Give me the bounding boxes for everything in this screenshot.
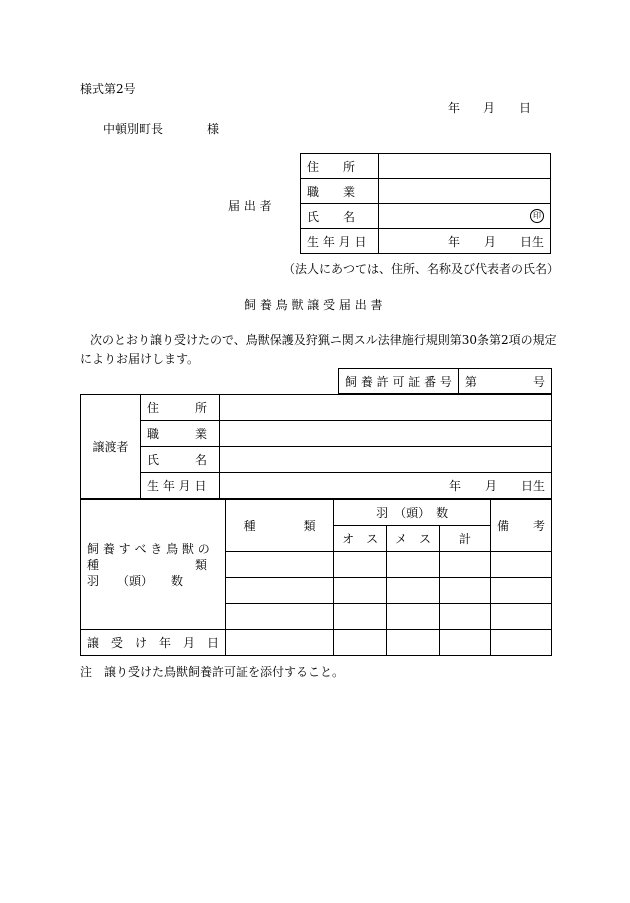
notifier-birthdate-label: 生 年 月 日	[301, 229, 379, 254]
bird-total-cell[interactable]	[439, 604, 490, 630]
transferor-name-label: 氏 名	[141, 447, 220, 473]
bird-male-cell[interactable]	[334, 604, 387, 630]
birds-row-label	[81, 500, 226, 630]
notifier-note: （法人にあつては、住所、名称及び代表者の氏名）	[283, 262, 560, 276]
notifier-table	[300, 153, 551, 254]
transferor-birthdate-label: 生 年 月 日	[141, 473, 220, 499]
col-remarks-header: 備 考	[490, 500, 551, 552]
col-male-header: オ ス	[334, 526, 387, 552]
bird-male-cell[interactable]	[334, 578, 387, 604]
notifier-row-address	[301, 154, 551, 179]
footnote: 注 譲り受けた鳥獣飼養許可証を添付すること。	[80, 665, 345, 679]
notifier-row-name	[301, 204, 551, 229]
birds-row-label-line-1: 飼 養 す べ き 鳥 獣 の	[87, 541, 210, 556]
transfer-date-empty-cell	[439, 630, 490, 656]
bird-female-cell[interactable]	[387, 604, 440, 630]
bird-type-cell[interactable]	[226, 578, 334, 604]
transferor-label: 譲渡者	[81, 395, 141, 499]
transferor-occupation-field[interactable]	[220, 421, 552, 447]
transfer-date-field[interactable]	[226, 630, 334, 656]
form-title: 飼 養 鳥 獣 譲 受 届 出 書	[244, 298, 383, 312]
transferor-address-field[interactable]	[220, 395, 552, 421]
transferor-table	[80, 394, 552, 499]
notifier-occupation-label: 職 業	[301, 179, 379, 204]
transfer-date-label: 譲 受 け 年 月 日	[81, 630, 226, 656]
permit-number-field[interactable]	[458, 369, 551, 394]
birds-row-label-line-3: 羽 （頭） 数	[87, 573, 184, 588]
notifier-birthdate-field[interactable]: 年 月 日生	[379, 229, 551, 254]
transferor-address-label: 住 所	[141, 395, 220, 421]
permit-suffix: 号	[532, 374, 545, 389]
transfer-date-empty-cell	[334, 630, 387, 656]
bird-female-cell[interactable]	[387, 578, 440, 604]
permit-prefix: 第	[464, 374, 477, 389]
col-type-header: 種 類	[226, 500, 334, 552]
transferor-name-field[interactable]	[220, 447, 552, 473]
birds-row-label-line-2: 種 類	[87, 557, 208, 572]
permit-table	[338, 368, 552, 394]
date-year: 年	[448, 101, 461, 115]
body-text-line-2: によりお届けします。	[80, 352, 200, 366]
bird-male-cell[interactable]	[334, 552, 387, 578]
bird-remarks-cell[interactable]	[490, 578, 551, 604]
transfer-date-empty-cell	[490, 630, 551, 656]
bird-total-cell[interactable]	[439, 552, 490, 578]
col-female-header: メ ス	[387, 526, 440, 552]
bird-remarks-cell[interactable]	[490, 552, 551, 578]
col-count-header: 羽 （頭） 数	[334, 500, 491, 526]
transfer-date-empty-cell	[387, 630, 440, 656]
notifier-label: 届 出 者	[228, 199, 272, 213]
bird-total-cell[interactable]	[439, 578, 490, 604]
notifier-row-occupation	[301, 179, 551, 204]
notifier-name-label: 氏 名	[301, 204, 379, 229]
permit-number-label: 飼 養 許 可 証 番 号	[339, 369, 459, 394]
birds-table	[80, 499, 552, 656]
addressee-name: 中頓別町長	[103, 122, 164, 136]
col-total-header: 計	[439, 526, 490, 552]
notifier-address-field[interactable]	[379, 154, 551, 179]
notifier-row-birthdate	[301, 229, 551, 254]
bird-type-cell[interactable]	[226, 552, 334, 578]
notifier-address-label: 住 所	[301, 154, 379, 179]
form-number: 様式第2号	[80, 82, 136, 96]
transferor-occupation-label: 職 業	[141, 421, 220, 447]
seal-icon: 印	[530, 209, 544, 223]
date-month: 月	[483, 101, 496, 115]
transferor-birthdate-field[interactable]: 年 月 日生	[220, 473, 552, 499]
bird-remarks-cell[interactable]	[490, 604, 551, 630]
notifier-name-field[interactable]	[379, 204, 551, 229]
bird-female-cell[interactable]	[387, 552, 440, 578]
date-day: 日	[519, 101, 532, 115]
bird-type-cell[interactable]	[226, 604, 334, 630]
notifier-occupation-field[interactable]	[379, 179, 551, 204]
body-text-line-1: 次のとおり譲り受けたので、鳥獣保護及狩猟ニ関スル法律施行規則第30条第2項の規定	[90, 333, 557, 347]
addressee-honorific: 様	[207, 122, 220, 136]
